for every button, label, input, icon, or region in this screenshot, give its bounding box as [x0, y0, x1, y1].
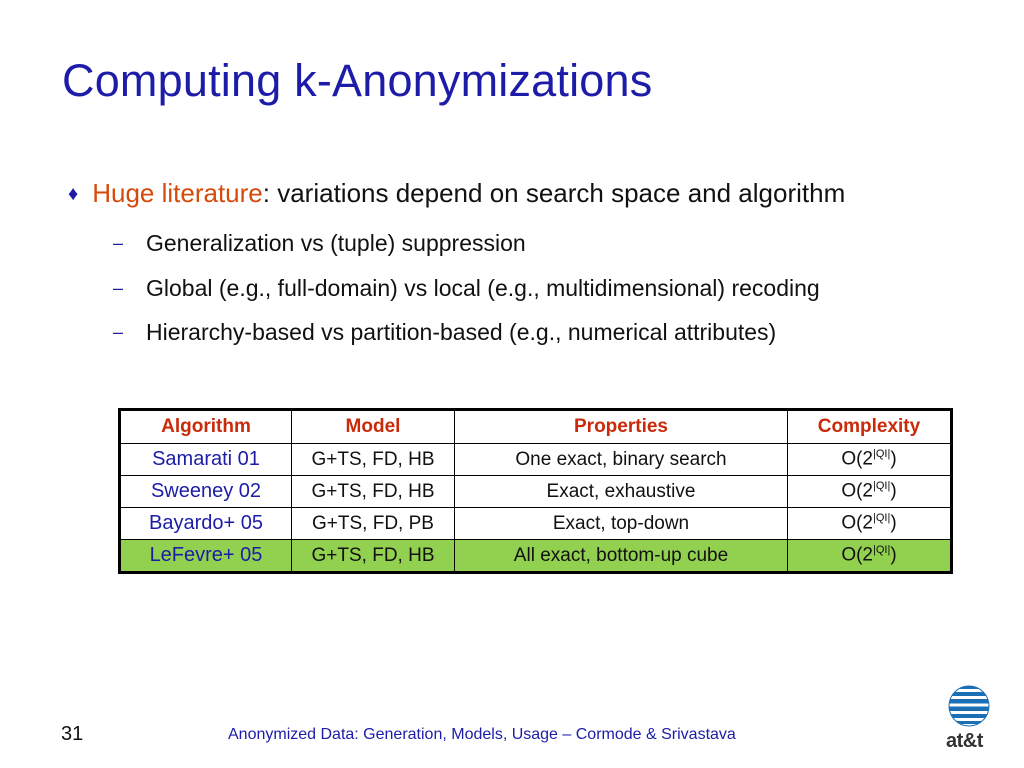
sub-bullet	[113, 230, 526, 257]
complexity-base: O(2	[841, 480, 874, 502]
bullet-text: : variations depend on search space and algorithm	[262, 178, 846, 208]
properties-cell: Exact, exhaustive	[455, 476, 788, 508]
bullet-highlight: Huge literature	[92, 178, 263, 208]
dash-bullet-icon: –	[113, 278, 124, 298]
sub-bullet-text: Generalization vs (tuple) suppression	[146, 230, 526, 256]
model-cell: G+TS, FD, HB	[292, 476, 455, 508]
table-row-highlighted	[120, 540, 952, 573]
complexity-base: O(2	[841, 512, 874, 534]
sub-bullet	[113, 275, 820, 302]
complexity-cell	[788, 540, 952, 573]
complexity-exponent: |QI|	[873, 544, 891, 557]
properties-cell: Exact, top-down	[455, 508, 788, 540]
diamond-bullet-icon: ♦	[68, 183, 79, 205]
table-row	[120, 476, 952, 508]
complexity-cell	[788, 508, 952, 540]
complexity-base: O(2	[841, 448, 874, 470]
table-row	[120, 508, 952, 540]
complexity-cell	[788, 444, 952, 476]
algorithm-cell: Sweeney 02	[120, 476, 292, 508]
slide-title: Computing k-Anonymizations	[62, 55, 653, 106]
complexity-exponent: |QI|	[873, 480, 891, 493]
complexity-close: )	[890, 512, 897, 534]
table-header: Model	[292, 410, 455, 444]
dash-bullet-icon: –	[113, 322, 124, 342]
table-header: Properties	[455, 410, 788, 444]
model-cell: G+TS, FD, HB	[292, 444, 455, 476]
main-bullet	[68, 178, 845, 209]
algorithms-table	[118, 408, 953, 574]
sub-bullet-text: Global (e.g., full-domain) vs local (e.g., multidimensional) recoding	[146, 275, 820, 301]
att-logo-text: at&t	[946, 730, 983, 752]
page-number: 31	[61, 723, 84, 745]
table-header: Algorithm	[120, 410, 292, 444]
properties-cell: One exact, binary search	[455, 444, 788, 476]
complexity-close: )	[890, 544, 897, 566]
sub-bullet	[113, 319, 776, 346]
footer-text: Anonymized Data: Generation, Models, Usage – Cormode & Srivastava	[228, 726, 736, 743]
complexity-close: )	[890, 448, 897, 470]
properties-cell: All exact, bottom-up cube	[455, 540, 788, 573]
table-header-row	[120, 410, 952, 444]
algorithm-cell: LeFevre+ 05	[120, 540, 292, 573]
algorithm-cell: Samarati 01	[120, 444, 292, 476]
sub-bullet-text: Hierarchy-based vs partition-based (e.g., numerical attributes)	[146, 319, 777, 345]
complexity-close: )	[890, 480, 897, 502]
model-cell: G+TS, FD, PB	[292, 508, 455, 540]
table-header: Complexity	[788, 410, 952, 444]
complexity-cell	[788, 476, 952, 508]
complexity-base: O(2	[841, 544, 874, 566]
model-cell: G+TS, FD, HB	[292, 540, 455, 573]
dash-bullet-icon: –	[113, 233, 124, 253]
complexity-exponent: |QI|	[873, 512, 891, 525]
att-globe-icon	[946, 684, 992, 728]
complexity-exponent: |QI|	[873, 448, 891, 461]
algorithm-cell: Bayardo+ 05	[120, 508, 292, 540]
table-row	[120, 444, 952, 476]
